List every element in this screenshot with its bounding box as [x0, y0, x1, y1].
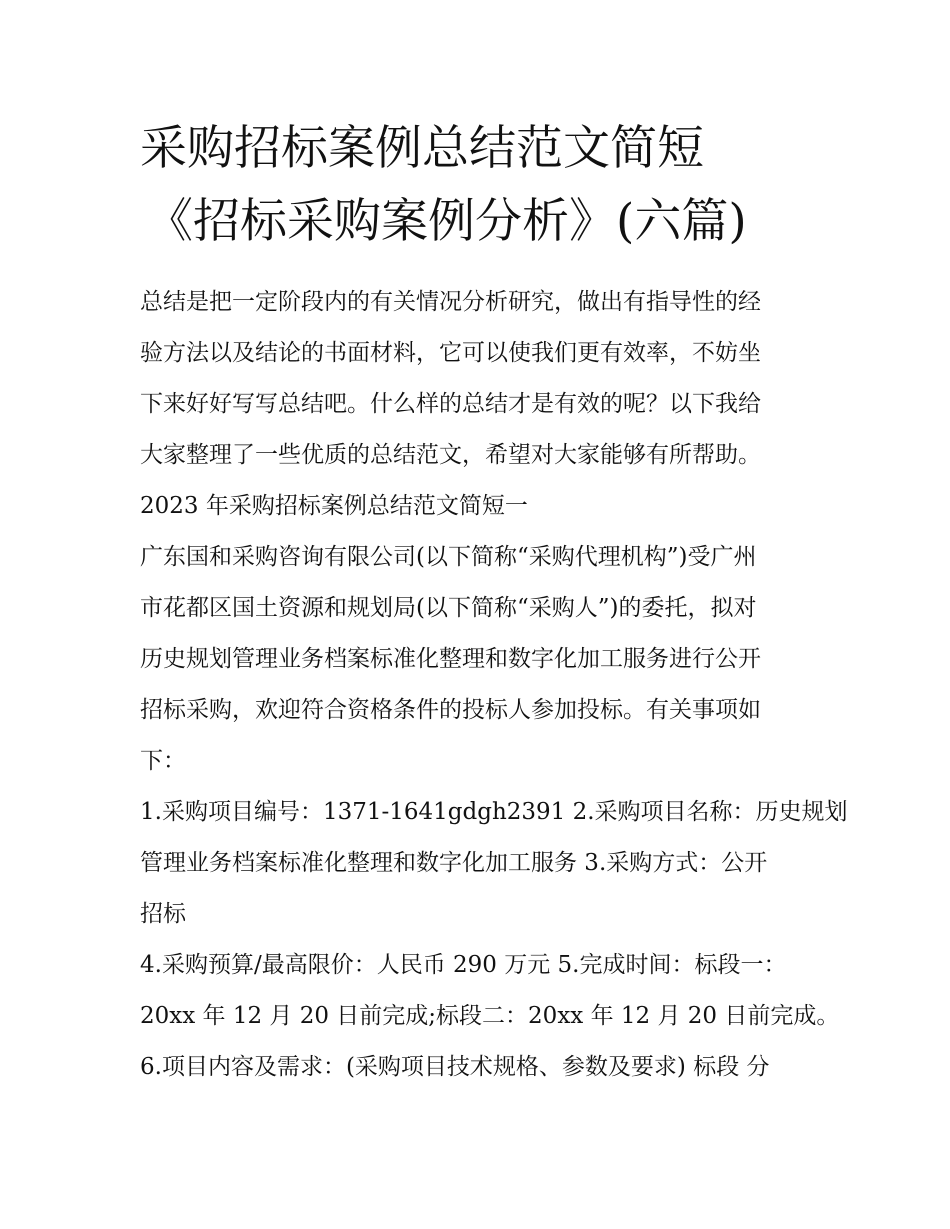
document-title: [140, 112, 840, 258]
body-line: 大家整理了一些优质的总结范文，希望对大家能够有所帮助。: [140, 442, 761, 468]
body-line: 招标采购，欢迎符合资格条件的投标人参加投标。有关事项如: [140, 697, 761, 723]
body-line: 下：: [140, 748, 186, 774]
title-line-2: 《招标采购案例分析》(六篇): [146, 194, 747, 249]
body-line: 管理业务档案标准化整理和数字化加工服务 3.采购方式：公开: [140, 850, 768, 876]
body-line: 总结是把一定阶段内的有关情况分析研究，做出有指导性的经: [140, 289, 761, 315]
body-line: 下来好好写写总结吧。什么样的总结才是有效的呢？以下我给: [140, 391, 761, 417]
document-body: [140, 277, 848, 1093]
body-line: 招标: [140, 901, 186, 927]
body-line: 4.采购预算/最高限价：人民币 290 万元 5.完成时间：标段一：: [140, 952, 787, 978]
title-line-1: 采购招标案例总结范文简短: [140, 121, 704, 176]
body-line: 市花都区国土资源和规划局(以下简称“采购人”)的委托，拟对: [140, 595, 757, 621]
body-line: 验方法以及结论的书面材料，它可以使我们更有效率，不妨坐: [140, 340, 761, 366]
section-heading: 2023 年采购招标案例总结范文简短一: [140, 493, 528, 519]
body-line: 历史规划管理业务档案标准化整理和数字化加工服务进行公开: [140, 646, 761, 672]
body-line: 6.项目内容及需求：(采购项目技术规格、参数及要求) 标段 分: [140, 1054, 770, 1080]
body-line: 20xx 年 12 月 20 日前完成;标段二：20xx 年 12 月 20 日前完成。: [140, 1003, 840, 1029]
body-line: 1.采购项目编号：1371-1641gdgh2391 2.采购项目名称：历史规划: [140, 799, 848, 825]
body-line: 广东国和采购咨询有限公司(以下简称“采购代理机构”)受广州: [140, 544, 757, 570]
